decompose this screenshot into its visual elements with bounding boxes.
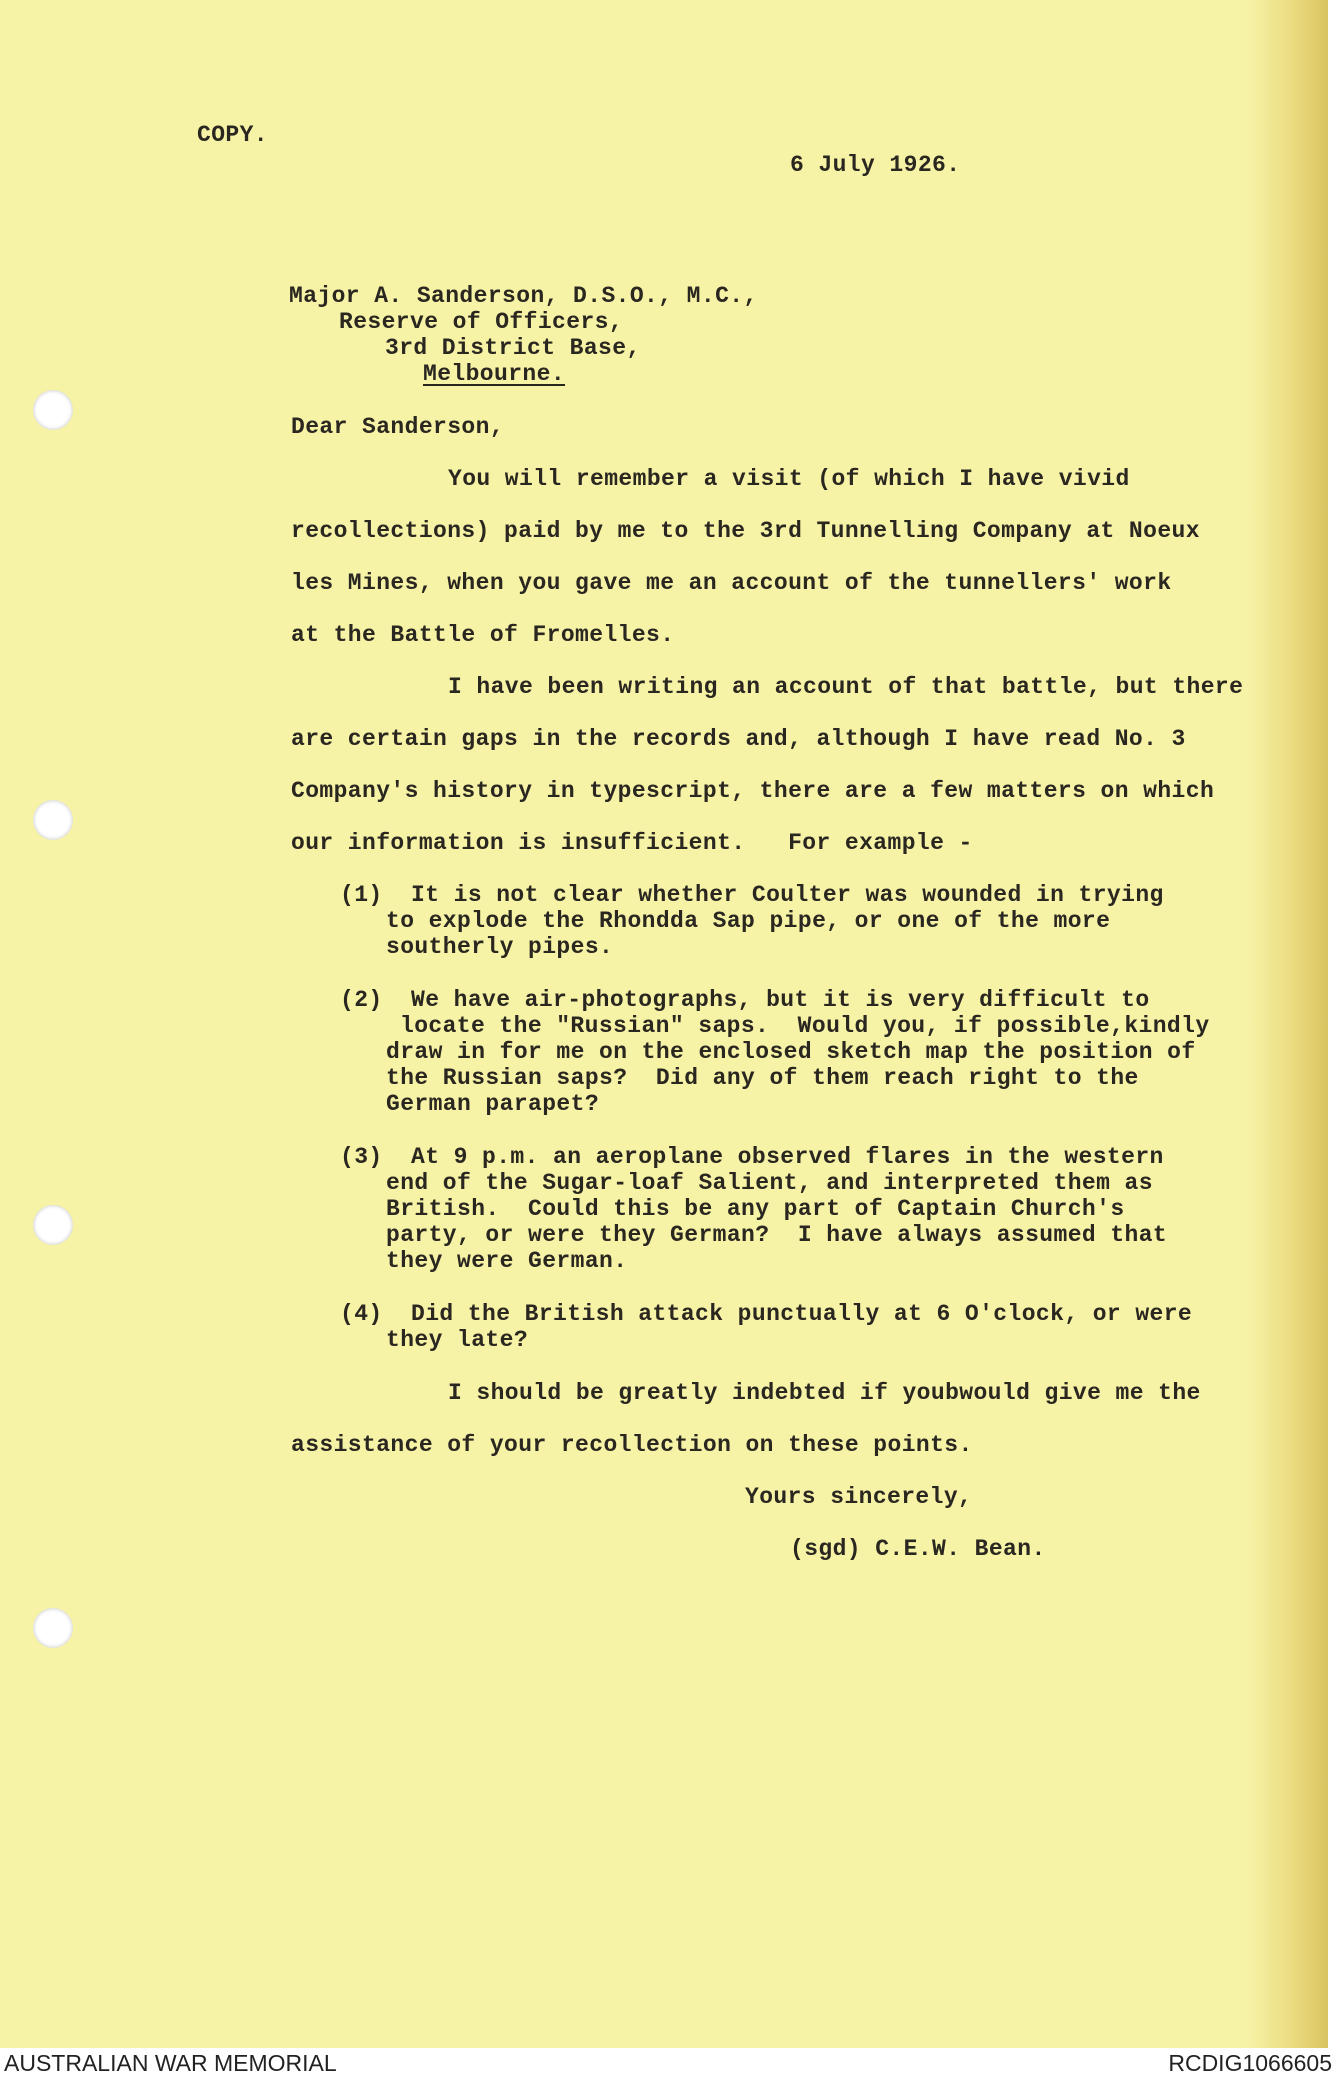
question-line: southerly pipes. bbox=[386, 934, 614, 960]
address-city: Melbourne. bbox=[423, 361, 566, 387]
question-line: party, or were they German? I have always assumed that bbox=[386, 1222, 1168, 1248]
question-line: (4) Did the British attack punctually at 6 O'clock, or were bbox=[340, 1301, 1193, 1327]
footer-source: AUSTRALIAN WAR MEMORIAL bbox=[4, 2050, 337, 2076]
paragraph-line: recollections) paid by me to the 3rd Tunnelling Company at Noeux bbox=[291, 518, 1200, 544]
paragraph-line: at the Battle of Fromelles. bbox=[291, 622, 675, 648]
paragraph-line: assistance of your recollection on these points. bbox=[291, 1432, 973, 1458]
address-line: Major A. Sanderson, D.S.O., M.C., bbox=[289, 283, 758, 309]
question-line: the Russian saps? Did any of them reach right to the bbox=[386, 1065, 1139, 1091]
question-line: (3) At 9 p.m. an aeroplane observed flares in the western bbox=[340, 1144, 1164, 1170]
question-line: British. Could this be any part of Captain Church's bbox=[386, 1196, 1125, 1222]
signature: (sgd) C.E.W. Bean. bbox=[790, 1536, 1046, 1562]
question-line: end of the Sugar-loaf Salient, and interpreted them as bbox=[386, 1170, 1153, 1196]
paragraph-line: I should be greatly indebted if youbwould give me the bbox=[448, 1380, 1201, 1406]
punch-hole bbox=[33, 1205, 73, 1245]
letter-date: 6 July 1926. bbox=[790, 152, 961, 178]
question-line: German parapet? bbox=[386, 1091, 600, 1117]
punch-hole bbox=[33, 390, 73, 430]
paragraph-line: are certain gaps in the records and, although I have read No. 3 bbox=[291, 726, 1186, 752]
paragraph-line: You will remember a visit (of which I have vivid bbox=[448, 466, 1130, 492]
paragraph-line: our information is insufficient. For example - bbox=[291, 830, 973, 856]
paragraph-line: les Mines, when you gave me an account of the tunnellers' work bbox=[291, 570, 1172, 596]
question-line: (1) It is not clear whether Coulter was wounded in trying bbox=[340, 882, 1164, 908]
question-line: they were German. bbox=[386, 1248, 628, 1274]
punch-hole bbox=[33, 1608, 73, 1648]
salutation: Dear Sanderson, bbox=[291, 414, 505, 440]
copy-mark: COPY. bbox=[197, 122, 269, 148]
question-line: (2) We have air-photographs, but it is very difficult to bbox=[340, 987, 1150, 1013]
question-line: they late? bbox=[386, 1327, 529, 1353]
closing: Yours sincerely, bbox=[745, 1484, 973, 1510]
address-line: 3rd District Base, bbox=[385, 335, 641, 361]
question-line: draw in for me on the enclosed sketch map the position of bbox=[386, 1039, 1196, 1065]
punch-hole bbox=[33, 800, 73, 840]
footer-id: RCDIG1066605 bbox=[1168, 2050, 1332, 2076]
question-line: locate the "Russian" saps. Would you, if possible,kindly bbox=[400, 1013, 1210, 1039]
paragraph-line: I have been writing an account of that battle, but there bbox=[448, 674, 1244, 700]
paragraph-line: Company's history in typescript, there are a few matters on which bbox=[291, 778, 1215, 804]
address-line: Reserve of Officers, bbox=[339, 309, 624, 335]
question-line: to explode the Rhondda Sap pipe, or one of the more bbox=[386, 908, 1111, 934]
